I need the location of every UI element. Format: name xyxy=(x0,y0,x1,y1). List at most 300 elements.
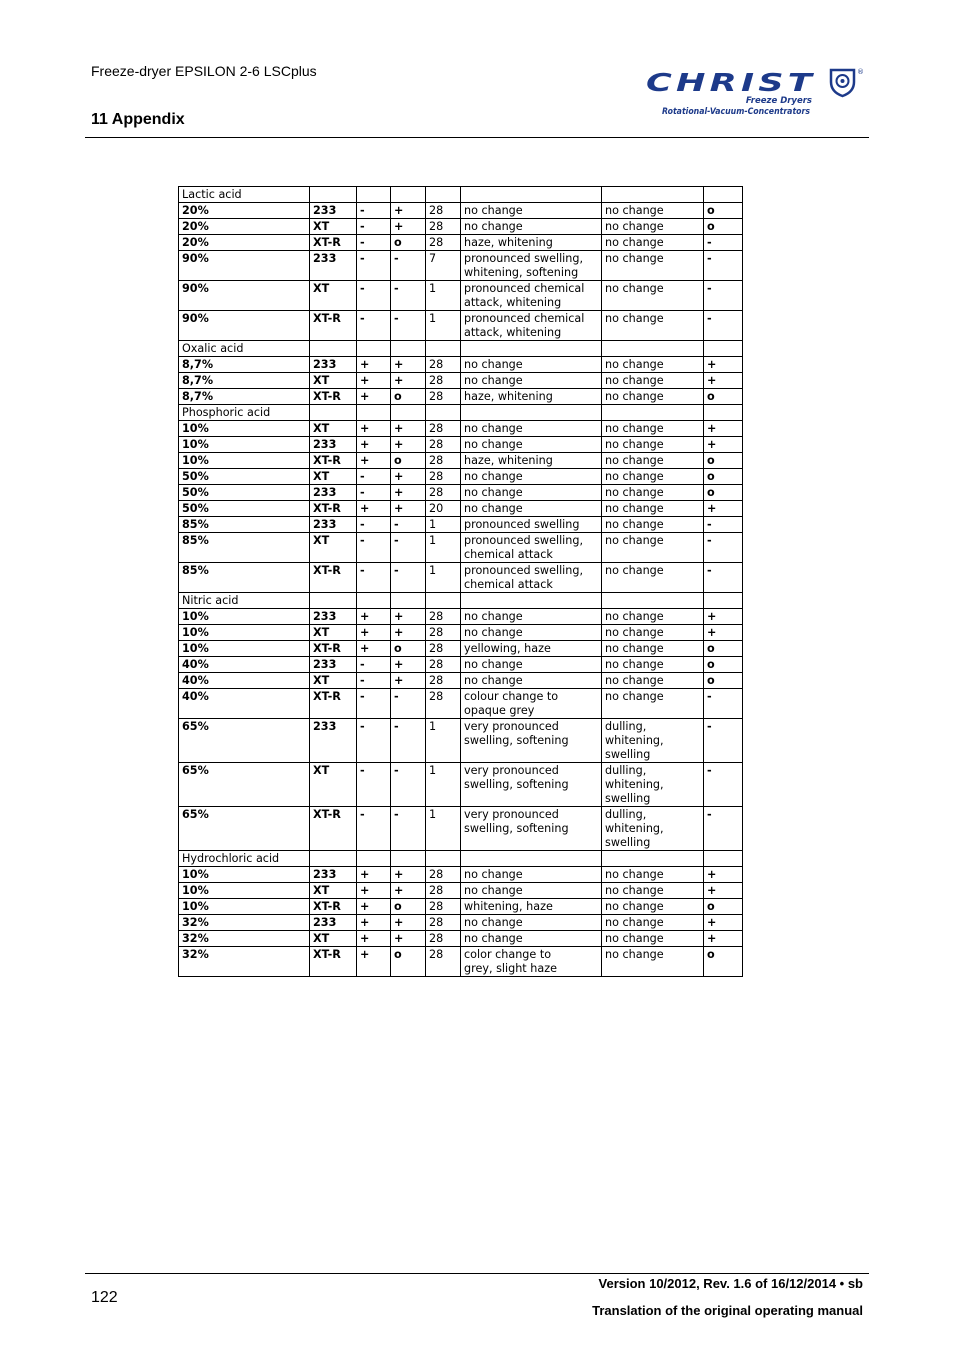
effect-cell: pronounced swelling, whitening, softening xyxy=(461,251,602,281)
concentration-cell: 40% xyxy=(179,673,310,689)
rating-cell: - xyxy=(704,763,743,807)
result-a-cell: + xyxy=(357,421,391,437)
effect-secondary-cell: no change xyxy=(602,673,704,689)
duration-cell: 28 xyxy=(426,485,461,501)
rating-cell: + xyxy=(704,437,743,453)
result-a-cell: - xyxy=(357,719,391,763)
concentration-cell: 10% xyxy=(179,867,310,883)
effect-secondary-cell: no change xyxy=(602,389,704,405)
effect-cell: pronounced chemical attack, whitening xyxy=(461,311,602,341)
duration-cell: 28 xyxy=(426,609,461,625)
table-row xyxy=(179,719,743,763)
result-a-cell: + xyxy=(357,373,391,389)
result-b-cell: - xyxy=(391,563,426,593)
table-row xyxy=(179,947,743,977)
section-title: 11 Appendix xyxy=(91,111,185,128)
empty-cell xyxy=(310,341,357,357)
rating-cell: + xyxy=(704,931,743,947)
effect-cell: no change xyxy=(461,437,602,453)
effect-secondary-cell: no change xyxy=(602,281,704,311)
duration-cell: 1 xyxy=(426,311,461,341)
table-row xyxy=(179,625,743,641)
duration-cell: 28 xyxy=(426,219,461,235)
table-row xyxy=(179,609,743,625)
rating-cell: - xyxy=(704,311,743,341)
rating-cell: o xyxy=(704,657,743,673)
concentration-cell: 10% xyxy=(179,609,310,625)
empty-cell xyxy=(704,405,743,421)
result-b-cell: + xyxy=(391,219,426,235)
result-b-cell: + xyxy=(391,609,426,625)
table-row xyxy=(179,357,743,373)
duration-cell: 20 xyxy=(426,501,461,517)
rating-cell: + xyxy=(704,421,743,437)
concentration-cell: 10% xyxy=(179,883,310,899)
effect-cell: pronounced swelling xyxy=(461,517,602,533)
rating-cell: o xyxy=(704,899,743,915)
material-cell: XT-R xyxy=(310,311,357,341)
concentration-cell: 90% xyxy=(179,311,310,341)
material-cell: XT-R xyxy=(310,235,357,251)
effect-secondary-cell: no change xyxy=(602,899,704,915)
duration-cell: 28 xyxy=(426,883,461,899)
duration-cell: 1 xyxy=(426,807,461,851)
result-b-cell: + xyxy=(391,469,426,485)
empty-cell xyxy=(602,405,704,421)
effect-secondary-cell: no change xyxy=(602,485,704,501)
result-a-cell: + xyxy=(357,453,391,469)
result-b-cell: - xyxy=(391,807,426,851)
rating-cell: + xyxy=(704,883,743,899)
effect-cell: pronounced swelling, chemical attack xyxy=(461,563,602,593)
empty-cell xyxy=(391,341,426,357)
result-b-cell: o xyxy=(391,453,426,469)
group-header-row xyxy=(179,851,743,867)
table-row xyxy=(179,899,743,915)
table-row xyxy=(179,485,743,501)
material-cell: 233 xyxy=(310,915,357,931)
duration-cell: 28 xyxy=(426,947,461,977)
effect-secondary-cell: no change xyxy=(602,867,704,883)
empty-cell xyxy=(704,593,743,609)
effect-secondary-cell: dulling, whitening, swelling xyxy=(602,719,704,763)
concentration-cell: 8,7% xyxy=(179,373,310,389)
effect-cell: whitening, haze xyxy=(461,899,602,915)
material-cell: 233 xyxy=(310,867,357,883)
empty-cell xyxy=(602,593,704,609)
result-a-cell: - xyxy=(357,485,391,501)
empty-cell xyxy=(391,851,426,867)
empty-cell xyxy=(704,187,743,203)
duration-cell: 28 xyxy=(426,673,461,689)
effect-cell: no change xyxy=(461,485,602,501)
material-cell: 233 xyxy=(310,437,357,453)
table-row xyxy=(179,763,743,807)
group-header-row xyxy=(179,187,743,203)
empty-cell xyxy=(426,593,461,609)
material-cell: XT-R xyxy=(310,501,357,517)
effect-cell: no change xyxy=(461,501,602,517)
result-b-cell: + xyxy=(391,501,426,517)
result-b-cell: + xyxy=(391,931,426,947)
result-b-cell: + xyxy=(391,203,426,219)
effect-secondary-cell: no change xyxy=(602,931,704,947)
result-b-cell: - xyxy=(391,311,426,341)
concentration-cell: 32% xyxy=(179,915,310,931)
table-row xyxy=(179,517,743,533)
effect-cell: haze, whitening xyxy=(461,235,602,251)
effect-cell: no change xyxy=(461,219,602,235)
result-a-cell: - xyxy=(357,469,391,485)
effect-secondary-cell: no change xyxy=(602,469,704,485)
effect-secondary-cell: no change xyxy=(602,311,704,341)
table-row xyxy=(179,469,743,485)
result-a-cell: - xyxy=(357,763,391,807)
result-a-cell: - xyxy=(357,689,391,719)
empty-cell xyxy=(602,187,704,203)
duration-cell: 28 xyxy=(426,469,461,485)
result-a-cell: - xyxy=(357,281,391,311)
effect-secondary-cell: dulling, whitening, swelling xyxy=(602,807,704,851)
empty-cell xyxy=(461,593,602,609)
christ-logo xyxy=(644,64,866,120)
effect-cell: no change xyxy=(461,203,602,219)
empty-cell xyxy=(357,187,391,203)
effect-cell: no change xyxy=(461,469,602,485)
logo-brand: CHRIST xyxy=(646,68,816,97)
result-b-cell: + xyxy=(391,485,426,501)
table-row xyxy=(179,235,743,251)
rating-cell: + xyxy=(704,915,743,931)
table-row xyxy=(179,219,743,235)
effect-secondary-cell: no change xyxy=(602,641,704,657)
result-b-cell: + xyxy=(391,883,426,899)
concentration-cell: 65% xyxy=(179,719,310,763)
duration-cell: 28 xyxy=(426,625,461,641)
rating-cell: o xyxy=(704,453,743,469)
empty-cell xyxy=(357,341,391,357)
material-cell: XT xyxy=(310,533,357,563)
empty-cell xyxy=(391,593,426,609)
empty-cell xyxy=(357,851,391,867)
result-b-cell: - xyxy=(391,719,426,763)
result-a-cell: - xyxy=(357,235,391,251)
group-name-cell: Phosphoric acid xyxy=(179,405,310,421)
result-a-cell: + xyxy=(357,931,391,947)
effect-secondary-cell: no change xyxy=(602,657,704,673)
table-row xyxy=(179,281,743,311)
group-header-row xyxy=(179,405,743,421)
result-b-cell: + xyxy=(391,357,426,373)
result-b-cell: + xyxy=(391,421,426,437)
concentration-cell: 32% xyxy=(179,931,310,947)
concentration-cell: 50% xyxy=(179,501,310,517)
result-b-cell: o xyxy=(391,641,426,657)
empty-cell xyxy=(426,405,461,421)
effect-cell: very pronounced swelling, softening xyxy=(461,763,602,807)
result-b-cell: o xyxy=(391,389,426,405)
group-header-row xyxy=(179,341,743,357)
effect-secondary-cell: no change xyxy=(602,625,704,641)
table-row xyxy=(179,389,743,405)
group-name-cell: Nitric acid xyxy=(179,593,310,609)
material-cell: 233 xyxy=(310,609,357,625)
effect-secondary-cell: no change xyxy=(602,609,704,625)
effect-cell: very pronounced swelling, softening xyxy=(461,807,602,851)
effect-secondary-cell: no change xyxy=(602,203,704,219)
concentration-cell: 10% xyxy=(179,421,310,437)
empty-cell xyxy=(426,187,461,203)
table-row xyxy=(179,203,743,219)
duration-cell: 28 xyxy=(426,641,461,657)
effect-secondary-cell: no change xyxy=(602,563,704,593)
effect-cell: yellowing, haze xyxy=(461,641,602,657)
duration-cell: 1 xyxy=(426,763,461,807)
material-cell: XT xyxy=(310,625,357,641)
result-a-cell: + xyxy=(357,947,391,977)
effect-secondary-cell: no change xyxy=(602,357,704,373)
rating-cell: - xyxy=(704,807,743,851)
concentration-cell: 10% xyxy=(179,625,310,641)
result-a-cell: + xyxy=(357,625,391,641)
result-a-cell: + xyxy=(357,883,391,899)
table-row xyxy=(179,533,743,563)
result-b-cell: - xyxy=(391,763,426,807)
empty-cell xyxy=(426,851,461,867)
table-row xyxy=(179,931,743,947)
effect-secondary-cell: no change xyxy=(602,947,704,977)
concentration-cell: 32% xyxy=(179,947,310,977)
material-cell: XT-R xyxy=(310,453,357,469)
rating-cell: + xyxy=(704,501,743,517)
effect-secondary-cell: no change xyxy=(602,421,704,437)
empty-cell xyxy=(357,593,391,609)
table-row xyxy=(179,251,743,281)
rating-cell: - xyxy=(704,689,743,719)
concentration-cell: 20% xyxy=(179,219,310,235)
group-name-cell: Hydrochloric acid xyxy=(179,851,310,867)
result-b-cell: - xyxy=(391,533,426,563)
result-b-cell: + xyxy=(391,625,426,641)
result-a-cell: - xyxy=(357,533,391,563)
duration-cell: 1 xyxy=(426,533,461,563)
table-row xyxy=(179,563,743,593)
material-cell: XT-R xyxy=(310,899,357,915)
effect-secondary-cell: no change xyxy=(602,915,704,931)
result-b-cell: - xyxy=(391,251,426,281)
effect-secondary-cell: no change xyxy=(602,235,704,251)
table-row xyxy=(179,501,743,517)
table-row xyxy=(179,883,743,899)
result-a-cell: + xyxy=(357,501,391,517)
result-a-cell: - xyxy=(357,219,391,235)
effect-cell: pronounced swelling, chemical attack xyxy=(461,533,602,563)
material-cell: 233 xyxy=(310,517,357,533)
material-cell: 233 xyxy=(310,251,357,281)
concentration-cell: 65% xyxy=(179,807,310,851)
material-cell: XT xyxy=(310,763,357,807)
effect-secondary-cell: no change xyxy=(602,883,704,899)
table-row xyxy=(179,453,743,469)
rating-cell: - xyxy=(704,517,743,533)
duration-cell: 28 xyxy=(426,453,461,469)
result-b-cell: - xyxy=(391,689,426,719)
version-line: Version 10/2012, Rev. 1.6 of 16/12/2014 • sb xyxy=(598,1276,863,1291)
result-a-cell: - xyxy=(357,251,391,281)
material-cell: XT xyxy=(310,931,357,947)
table-row xyxy=(179,689,743,719)
effect-cell: no change xyxy=(461,657,602,673)
rating-cell: + xyxy=(704,609,743,625)
header-divider xyxy=(85,137,869,138)
concentration-cell: 50% xyxy=(179,469,310,485)
empty-cell xyxy=(426,341,461,357)
translation-note: Translation of the original operating manual xyxy=(592,1303,863,1318)
empty-cell xyxy=(461,341,602,357)
material-cell: XT-R xyxy=(310,947,357,977)
concentration-cell: 85% xyxy=(179,533,310,563)
effect-secondary-cell: no change xyxy=(602,501,704,517)
result-b-cell: + xyxy=(391,915,426,931)
table-row xyxy=(179,673,743,689)
result-a-cell: - xyxy=(357,563,391,593)
effect-cell: colour change to opaque grey xyxy=(461,689,602,719)
result-a-cell: + xyxy=(357,437,391,453)
concentration-cell: 85% xyxy=(179,563,310,593)
result-b-cell: + xyxy=(391,373,426,389)
result-a-cell: - xyxy=(357,311,391,341)
rating-cell: o xyxy=(704,673,743,689)
result-b-cell: - xyxy=(391,517,426,533)
material-cell: XT xyxy=(310,421,357,437)
chemical-resistance-table xyxy=(178,186,743,977)
logo-freeze-dryers: Freeze Dryers xyxy=(745,96,812,106)
result-a-cell: + xyxy=(357,357,391,373)
rating-cell: o xyxy=(704,219,743,235)
duration-cell: 28 xyxy=(426,689,461,719)
duration-cell: 28 xyxy=(426,357,461,373)
material-cell: XT-R xyxy=(310,563,357,593)
effect-secondary-cell: no change xyxy=(602,437,704,453)
rating-cell: - xyxy=(704,281,743,311)
duration-cell: 7 xyxy=(426,251,461,281)
result-a-cell: - xyxy=(357,807,391,851)
empty-cell xyxy=(704,851,743,867)
concentration-cell: 40% xyxy=(179,689,310,719)
group-name-cell: Oxalic acid xyxy=(179,341,310,357)
duration-cell: 1 xyxy=(426,281,461,311)
effect-secondary-cell: no change xyxy=(602,517,704,533)
material-cell: XT xyxy=(310,373,357,389)
effect-cell: no change xyxy=(461,421,602,437)
effect-cell: color change to grey, slight haze xyxy=(461,947,602,977)
rating-cell: - xyxy=(704,719,743,763)
group-header-row xyxy=(179,593,743,609)
material-cell: XT xyxy=(310,673,357,689)
result-a-cell: - xyxy=(357,203,391,219)
result-a-cell: - xyxy=(357,517,391,533)
rating-cell: - xyxy=(704,533,743,563)
effect-cell: very pronounced swelling, softening xyxy=(461,719,602,763)
result-b-cell: o xyxy=(391,947,426,977)
document-title: Freeze-dryer EPSILON 2-6 LSCplus xyxy=(91,63,317,79)
table-row xyxy=(179,421,743,437)
duration-cell: 28 xyxy=(426,235,461,251)
material-cell: 233 xyxy=(310,485,357,501)
table-row xyxy=(179,641,743,657)
empty-cell xyxy=(310,593,357,609)
table-row xyxy=(179,867,743,883)
logo-registered: ® xyxy=(857,68,864,76)
christ-spiral-shield-icon xyxy=(831,70,854,96)
effect-cell: no change xyxy=(461,915,602,931)
concentration-cell: 8,7% xyxy=(179,357,310,373)
empty-cell xyxy=(310,187,357,203)
duration-cell: 1 xyxy=(426,719,461,763)
effect-secondary-cell: no change xyxy=(602,373,704,389)
result-b-cell: o xyxy=(391,899,426,915)
duration-cell: 28 xyxy=(426,437,461,453)
rating-cell: o xyxy=(704,203,743,219)
concentration-cell: 90% xyxy=(179,281,310,311)
effect-cell: pronounced chemical attack, whitening xyxy=(461,281,602,311)
empty-cell xyxy=(310,851,357,867)
table-row xyxy=(179,657,743,673)
empty-cell xyxy=(391,187,426,203)
duration-cell: 28 xyxy=(426,389,461,405)
empty-cell xyxy=(602,851,704,867)
table-row xyxy=(179,807,743,851)
result-b-cell: + xyxy=(391,867,426,883)
result-a-cell: + xyxy=(357,609,391,625)
table-row xyxy=(179,437,743,453)
empty-cell xyxy=(310,405,357,421)
effect-secondary-cell: no change xyxy=(602,533,704,563)
effect-cell: no change xyxy=(461,373,602,389)
result-a-cell: + xyxy=(357,389,391,405)
effect-cell: haze, whitening xyxy=(461,389,602,405)
effect-secondary-cell: dulling, whitening, swelling xyxy=(602,763,704,807)
empty-cell xyxy=(461,405,602,421)
result-b-cell: + xyxy=(391,437,426,453)
group-name-cell: Lactic acid xyxy=(179,187,310,203)
rating-cell: - xyxy=(704,563,743,593)
concentration-cell: 10% xyxy=(179,453,310,469)
empty-cell xyxy=(602,341,704,357)
material-cell: XT-R xyxy=(310,807,357,851)
material-cell: XT-R xyxy=(310,689,357,719)
concentration-cell: 90% xyxy=(179,251,310,281)
effect-cell: no change xyxy=(461,625,602,641)
effect-cell: no change xyxy=(461,609,602,625)
footer-divider xyxy=(85,1273,869,1274)
duration-cell: 28 xyxy=(426,203,461,219)
duration-cell: 28 xyxy=(426,915,461,931)
effect-cell: no change xyxy=(461,883,602,899)
duration-cell: 28 xyxy=(426,421,461,437)
result-b-cell: o xyxy=(391,235,426,251)
duration-cell: 28 xyxy=(426,657,461,673)
material-cell: XT-R xyxy=(310,389,357,405)
duration-cell: 28 xyxy=(426,899,461,915)
material-cell: 233 xyxy=(310,203,357,219)
duration-cell: 28 xyxy=(426,867,461,883)
rating-cell: o xyxy=(704,389,743,405)
effect-cell: no change xyxy=(461,867,602,883)
material-cell: 233 xyxy=(310,357,357,373)
duration-cell: 28 xyxy=(426,373,461,389)
rating-cell: + xyxy=(704,373,743,389)
